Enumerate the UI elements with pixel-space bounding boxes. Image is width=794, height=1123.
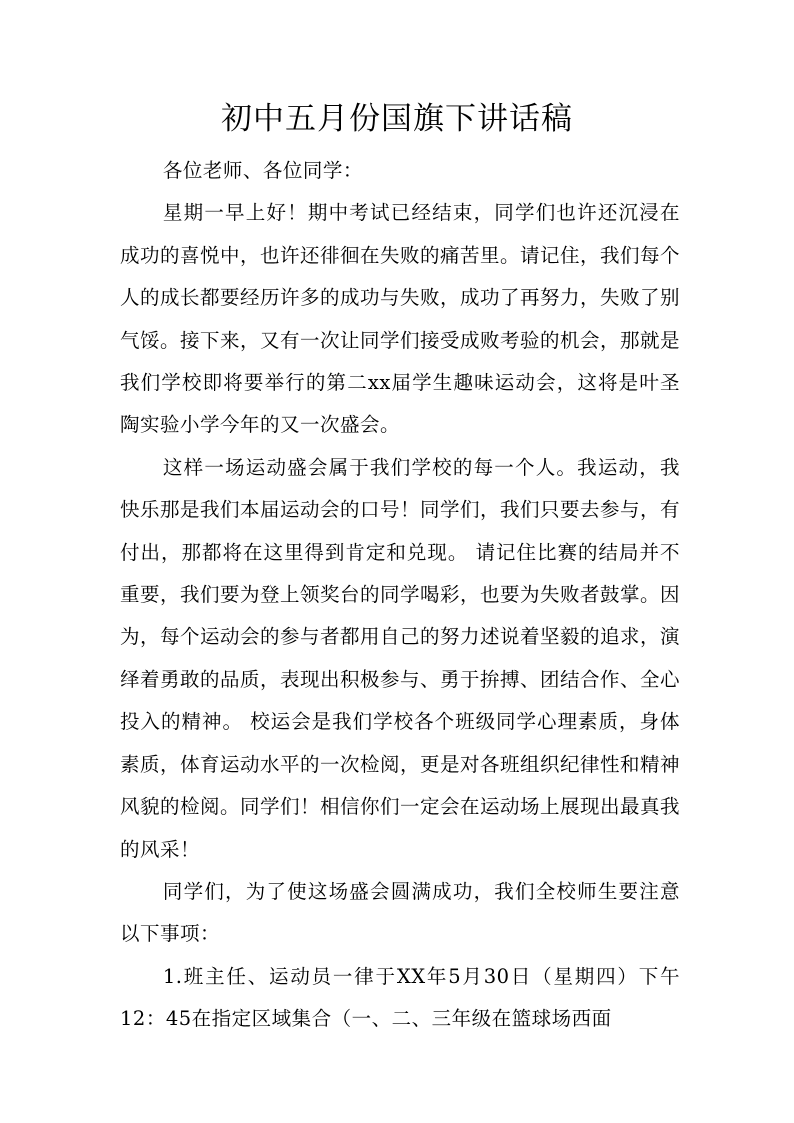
paragraph-2: 这样一场运动盛会属于我们学校的每一个人。我运动，我快乐那是我们本届运动会的口号！同学们，我们只要去参与，有付出，那都将在这里得到肯定和兑现。 请记住比赛的结局并不重要，我们要为登上领奖台的同学喝彩，也要为失败者鼓掌。因为，每个运动会的参与者都用自己的努力述说着坚毅的追求，演绎着勇敢的品质，表现出积极参与、勇于拚搏、团结合作、全心投入的精神。 校运会是我们学校各个班级同学心理素质，身体素质，体育运动水平的一次检阅，更是对各班组织纪律性和精神风貌的检阅。同学们！相信你们一定会在运动场上展现出最真我的风采！ (120, 455, 681, 861)
document-body (120, 150, 680, 1041)
paragraph-1: 星期一早上好！期中考试已经结束，同学们也许还沉浸在成功的喜悦中，也许还徘徊在失败的痛苦里。请记住，我们每个人的成长都要经历许多的成功与失败，成功了再努力，失败了别气馁。接下来，又有一次让同学们接受成败考验的机会，那就是我们学校即将要举行的第二xx届学生趣味运动会，这将是叶圣陶实验小学今年的又一次盛会。 (120, 201, 681, 437)
paragraph-4: 1.班主任、运动员一律于XX年5月30日（星期四）下午12：45在指定区域集合（一、二、三年级在篮球场西面 (120, 964, 680, 1031)
document-title: 初中五月份国旗下讲话稿 (221, 101, 573, 137)
paragraph-3: 同学们，为了使这场盛会圆满成功，我们全校师生要注意以下事项： (120, 879, 680, 946)
salutation: 各位老师、各位同学： (162, 159, 363, 182)
